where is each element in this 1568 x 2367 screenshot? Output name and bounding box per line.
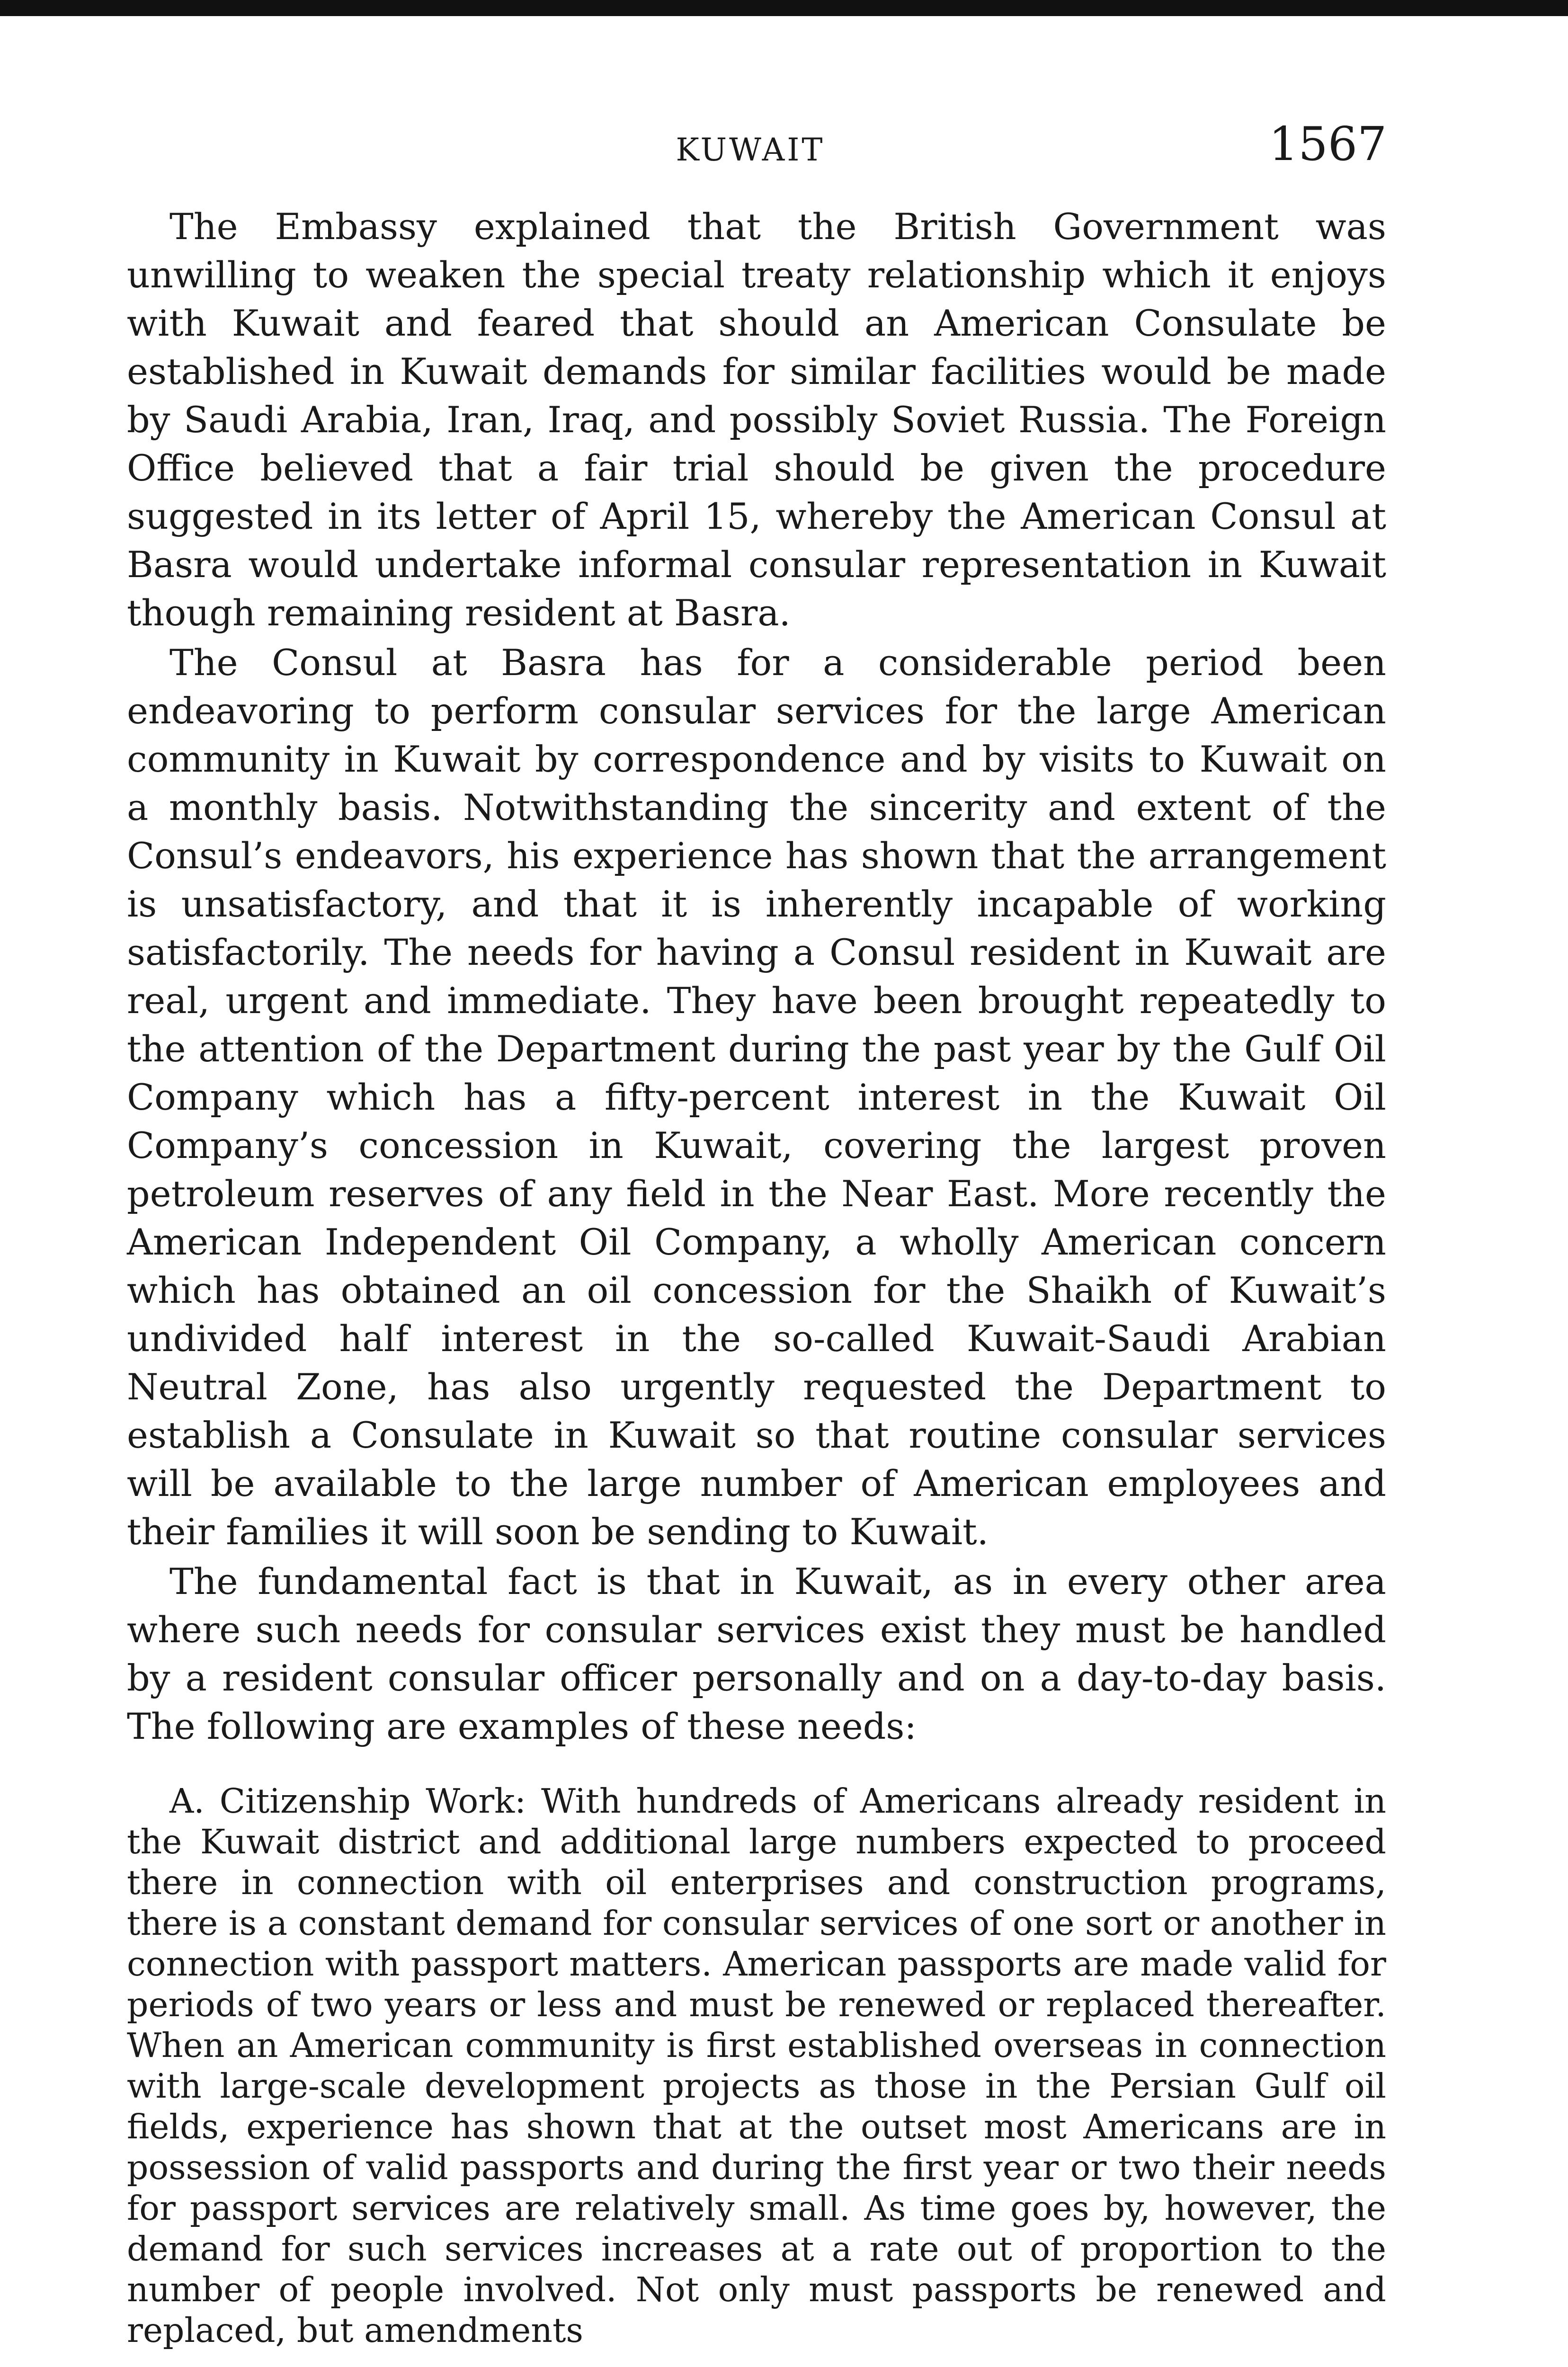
page-number: 1567 [1269, 117, 1387, 171]
paragraph-fundamental-fact: The fundamental fact is that in Kuwait, as in every other area where such needs for consular services exist they must be handled by a resident consular officer personally and on a day-to-day basis. The following are examples of these needs: [127, 1560, 1386, 1747]
paragraph-citizenship-work: A. Citizenship Work: With hundreds of Americans already resident in the Kuwait district and additional large numbers expected to proceed there in connection with oil enterprises and construction programs, there is a constant demand for consular services of one sort or another in connection with passport matters. American passports are made valid for periods of two years or less and must be renewed or replaced thereafter. When an American community is first established overseas in connection with large-scale development projects as those in the Persian Gulf oil fields, experience has shown that at the outset most Americans are in possession of valid passports and during the first year or two their needs for passport services are relatively small. As time goes by, however, the demand for such services increases at a rate out of proportion to the number of people involved. Not only must passports be renewed and replaced, but amendments [127, 1781, 1386, 2350]
paragraph-embassy-explanation: The Embassy explained that the British Government was unwilling to weaken the special treaty relationship which it enjoys with Kuwait and feared that should an American Consulate be established in Kuwait demands for similar facilities would be made by Saudi Arabia, Iran, Iraq, and possibly Soviet Russia. The Foreign Office believed that a fair trial should be given the procedure suggested in its letter of April 15, whereby the American Consul at Basra would undertake informal consular representation in Kuwait though remaining resident at Basra. [127, 205, 1386, 634]
paragraph-consul-at-basra: The Consul at Basra has for a considerable period been endeavoring to perform consular services for the large American community in Kuwait by correspondence and by visits to Kuwait on a monthly basis. Notwithstanding the sincerity and extent of the Consul’s endeavors, his experience has shown that the arrangement is unsatisfactory, and that it is inherently incapable of working satisfactorily. The needs for having a Consul resident in Kuwait are real, urgent and immediate. They have been brought repeatedly to the attention of the Department during the past year by the Gulf Oil Company which has a fifty-percent interest in the Kuwait Oil Company’s concession in Kuwait, covering the largest proven petroleum reserves of any field in the Near East. More recently the American Independent Oil Company, a wholly American concern which has obtained an oil concession for the Shaikh of Kuwait’s undivided half interest in the so-called Kuwait-Saudi Arabian Neutral Zone, has also urgently requested the Department to establish a Consulate in Kuwait so that routine consular services will be available to the large number of American employees and their families it will soon be sending to Kuwait. [127, 641, 1386, 1553]
running-head [0, 117, 1568, 179]
running-head-title: KUWAIT [676, 132, 825, 168]
body-text [127, 203, 1386, 2351]
